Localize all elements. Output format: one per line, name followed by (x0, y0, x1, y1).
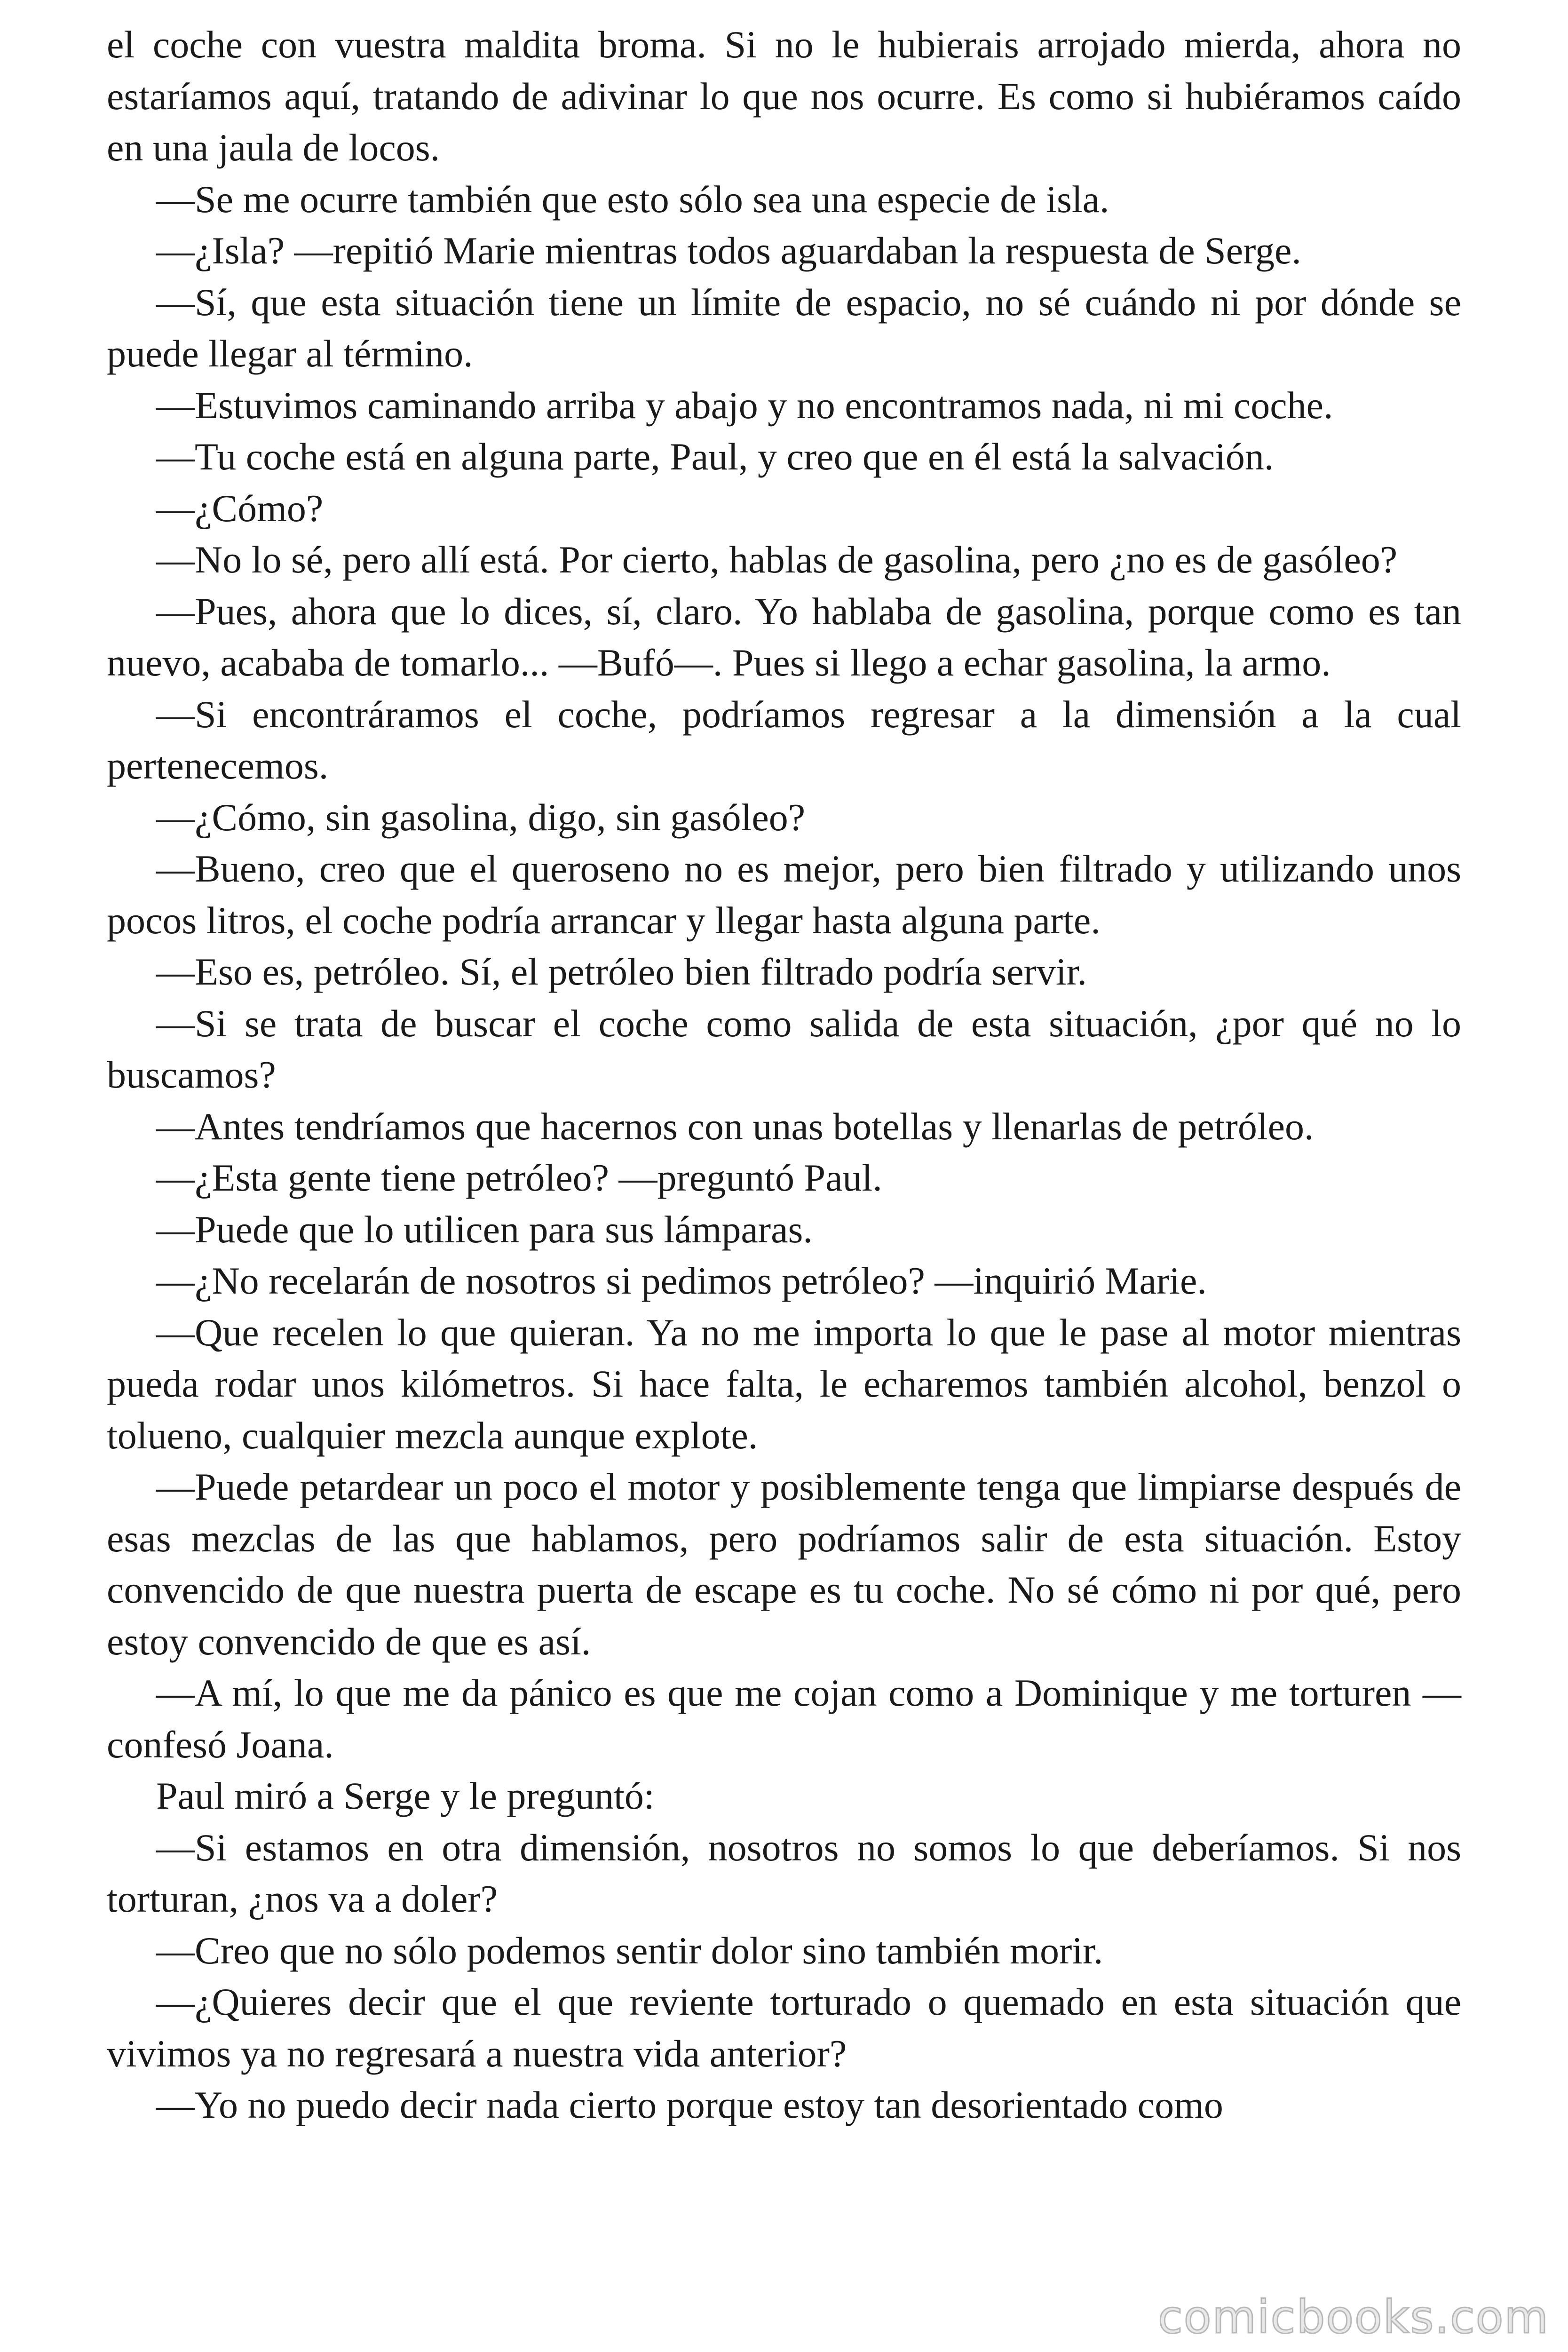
paragraph: —Sí, que esta situación tiene un límite de espacio, no sé cuándo ni por dónde se puede llegar al término. (107, 280, 1461, 375)
paragraph: —No lo sé, pero allí está. Por cierto, hablas de gasolina, pero ¿no es de gasóleo? (156, 538, 1398, 581)
paragraph: —¿Esta gente tiene petróleo? —preguntó Paul. (156, 1156, 882, 1199)
paragraph: —Si encontráramos el coche, podríamos regresar a la dimensión a la cual pertenecemos. (107, 692, 1461, 787)
paragraph: —A mí, lo que me da pánico es que me cojan como a Dominique y me torturen —confesó Joana. (107, 1671, 1461, 1766)
page-text (107, 19, 1461, 2131)
watermark: comicbooks.com (1157, 2291, 1549, 2344)
paragraph: —Puede que lo utilicen para sus lámparas. (156, 1208, 813, 1251)
paragraph: —Eso es, petróleo. Sí, el petróleo bien filtrado podría servir. (156, 950, 1087, 993)
paragraph: —Antes tendríamos que hacernos con unas botellas y llenarlas de petróleo. (156, 1104, 1314, 1148)
paragraph: —Pues, ahora que lo dices, sí, claro. Yo hablaba de gasolina, porque como es tan nuevo, acababa de tomarlo... —Bufó—. Pues si llego a echar gasolina, la armo. (107, 589, 1461, 684)
paragraph-last: —Yo no puedo decir nada cierto porque estoy tan desorientado como (156, 2083, 1223, 2126)
paragraph: —¿Cómo? (156, 486, 324, 530)
paragraph: —¿Quieres decir que el que reviente torturado o quemado en esta situación que vivimos ya no regresará a nuestra vida anterior? (107, 1980, 1461, 2075)
paragraph: —Creo que no sólo podemos sentir dolor sino también morir. (156, 1929, 1103, 1972)
paragraph: —¿Cómo, sin gasolina, digo, sin gasóleo? (156, 795, 806, 839)
paragraph: —Tu coche está en alguna parte, Paul, y creo que en él está la salvación. (156, 435, 1274, 478)
paragraph: —Si estamos en otra dimensión, nosotros no somos lo que deberíamos. Si nos torturan, ¿nos va a doler? (107, 1826, 1461, 1920)
paragraph: —Estuvimos caminando arriba y abajo y no encontramos nada, ni mi coche. (156, 383, 1333, 427)
paragraph: —Se me ocurre también que esto sólo sea una especie de isla. (156, 177, 1109, 221)
paragraph: —¿Isla? —repitió Marie mientras todos aguardaban la respuesta de Serge. (156, 229, 1301, 272)
paragraph: —Puede petardear un poco el motor y posiblemente tenga que limpiarse después de esas mezclas de las que hablamos, pero podríamos salir de esta situación. Estoy convencido de que nuestra puerta de escape es tu coche. No sé cómo ni por qué, pero estoy convencido de que es así. (107, 1465, 1461, 1663)
paragraph: —Que recelen lo que quieran. Ya no me importa lo que le pase al motor mientras pueda rodar unos kilómetros. Si hace falta, le echaremos también alcohol, benzol o tolueno, cualquier mezcla aunque explote. (107, 1311, 1461, 1457)
paragraph: —Bueno, creo que el queroseno no es mejor, pero bien filtrado y utilizando unos pocos litros, el coche podría arrancar y llegar hasta alguna parte. (107, 847, 1461, 942)
paragraph: Paul miró a Serge y le preguntó: (156, 1774, 655, 1817)
paragraph: —Si se trata de buscar el coche como salida de esta situación, ¿por qué no lo buscamos? (107, 1001, 1461, 1096)
paragraph-continuation: el coche con vuestra maldita broma. Si no le hubierais arrojado mierda, ahora no estaríamos aquí, tratando de adivinar lo que nos ocurre. Es como si hubiéramos caído en una jaula de locos. (107, 23, 1461, 169)
paragraph: —¿No recelarán de nosotros si pedimos petróleo? —inquirió Marie. (156, 1259, 1207, 1302)
